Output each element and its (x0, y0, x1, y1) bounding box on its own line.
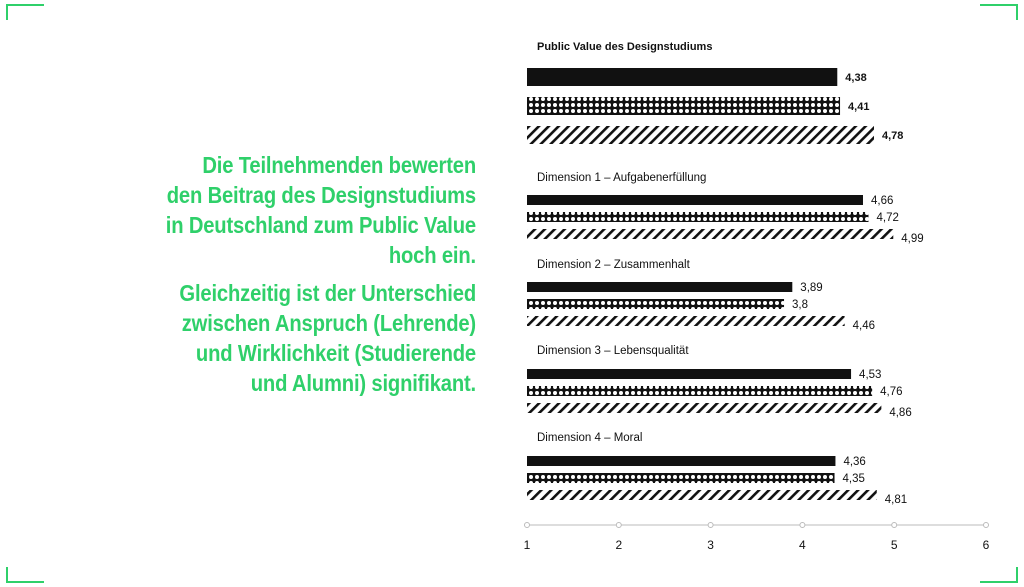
x-axis-tick-marker (892, 523, 897, 528)
bar-solid (527, 369, 851, 379)
headline-line: Die Teilnehmenden bewerten (202, 152, 477, 178)
x-axis-tick-marker (616, 523, 621, 528)
bar-hatch (527, 316, 845, 326)
headline-line: und Wirklichkeit (Studierende (195, 340, 476, 366)
data-label: 4,72 (876, 212, 899, 224)
bar-solid (527, 195, 863, 205)
data-label: 4,38 (845, 72, 867, 84)
headline-line: und Alumni) signifikant. (250, 370, 476, 396)
group-title: Public Value des Designstudiums (537, 41, 713, 53)
headline-line: in Deutschland zum Public Value (165, 212, 476, 238)
bar-hatch (527, 490, 877, 500)
group-title: Dimension 4 – Moral (537, 432, 643, 444)
x-axis-tick-marker (800, 523, 805, 528)
data-label: 4,76 (880, 386, 903, 398)
data-label: 4,66 (870, 195, 894, 207)
data-label: 3,8 (792, 299, 809, 311)
bar-dots (527, 97, 840, 115)
headline-line: zwischen Anspruch (Lehrende) (181, 310, 476, 336)
x-axis-tick-label: 5 (890, 538, 898, 552)
data-label: 3,89 (800, 282, 823, 294)
group-title: Dimension 1 – Aufgabenerfüllung (537, 172, 707, 184)
bar-solid (527, 456, 835, 466)
data-label: 4,53 (859, 369, 882, 381)
data-label: 4,99 (901, 233, 924, 245)
x-axis-tick-marker (525, 523, 530, 528)
headline-line: den Beitrag des Designstudiums (166, 182, 476, 208)
group-title: Dimension 3 – Lebensqualität (537, 345, 689, 357)
x-axis-tick-label: 1 (523, 538, 531, 552)
data-label: 4,36 (843, 456, 866, 468)
data-label: 4,78 (882, 130, 904, 142)
bar-hatch (527, 229, 893, 239)
x-axis-tick-marker (708, 523, 713, 528)
bar-dots (527, 386, 872, 396)
x-axis-tick-marker (984, 523, 989, 528)
x-axis-tick-label: 6 (982, 538, 990, 552)
bar-dots (527, 473, 835, 483)
headline-line: Gleichzeitig ist der Unterschied (179, 280, 476, 306)
headline-line: hoch ein. (388, 242, 476, 268)
data-label: 4,86 (889, 407, 912, 419)
bar-hatch (527, 403, 881, 413)
data-label: 4,35 (842, 473, 865, 485)
x-axis-tick-label: 3 (707, 538, 714, 552)
data-label: 4,41 (848, 101, 870, 113)
bar-solid (527, 282, 792, 292)
bar-dots (527, 212, 868, 222)
data-label: 4,46 (852, 320, 876, 332)
bar-solid (527, 68, 837, 86)
bar-dots (527, 299, 784, 309)
x-axis-tick-label: 2 (615, 538, 623, 552)
group-title: Dimension 2 – Zusammenhalt (537, 259, 690, 271)
x-axis-tick-label: 4 (799, 538, 806, 552)
data-label: 4,81 (884, 494, 908, 506)
bar-hatch (527, 126, 874, 144)
